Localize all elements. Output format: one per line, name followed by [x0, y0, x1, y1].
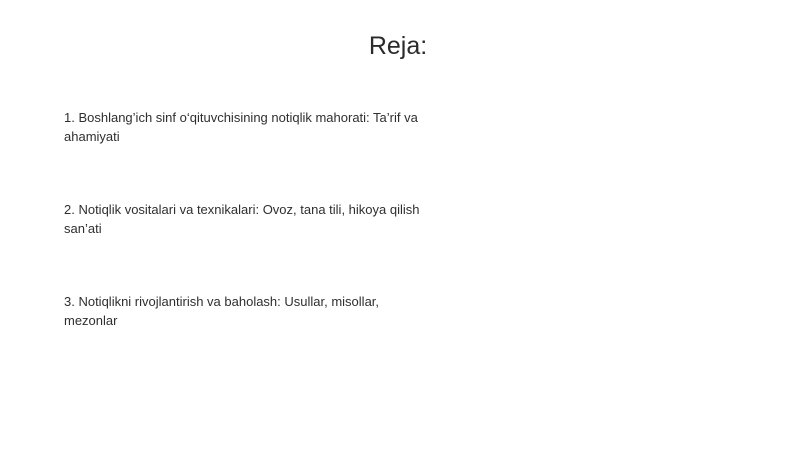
- plan-item: 3. Notiqlikni rivojlantirish va baholash: Usullar, misollar, mezonlar: [64, 294, 380, 328]
- plan-item: 2. Notiqlik vositalari va texnikalari: Ovoz, tana tili, hikoya qilish san’ati: [64, 202, 420, 236]
- plan-item: 1. Boshlang’ich sinf o‘qituvchisining notiqlik mahorati: Ta’rif va ahamiyati: [64, 110, 418, 144]
- plan-list: [64, 108, 424, 330]
- slide-title: Reja:: [368, 32, 428, 60]
